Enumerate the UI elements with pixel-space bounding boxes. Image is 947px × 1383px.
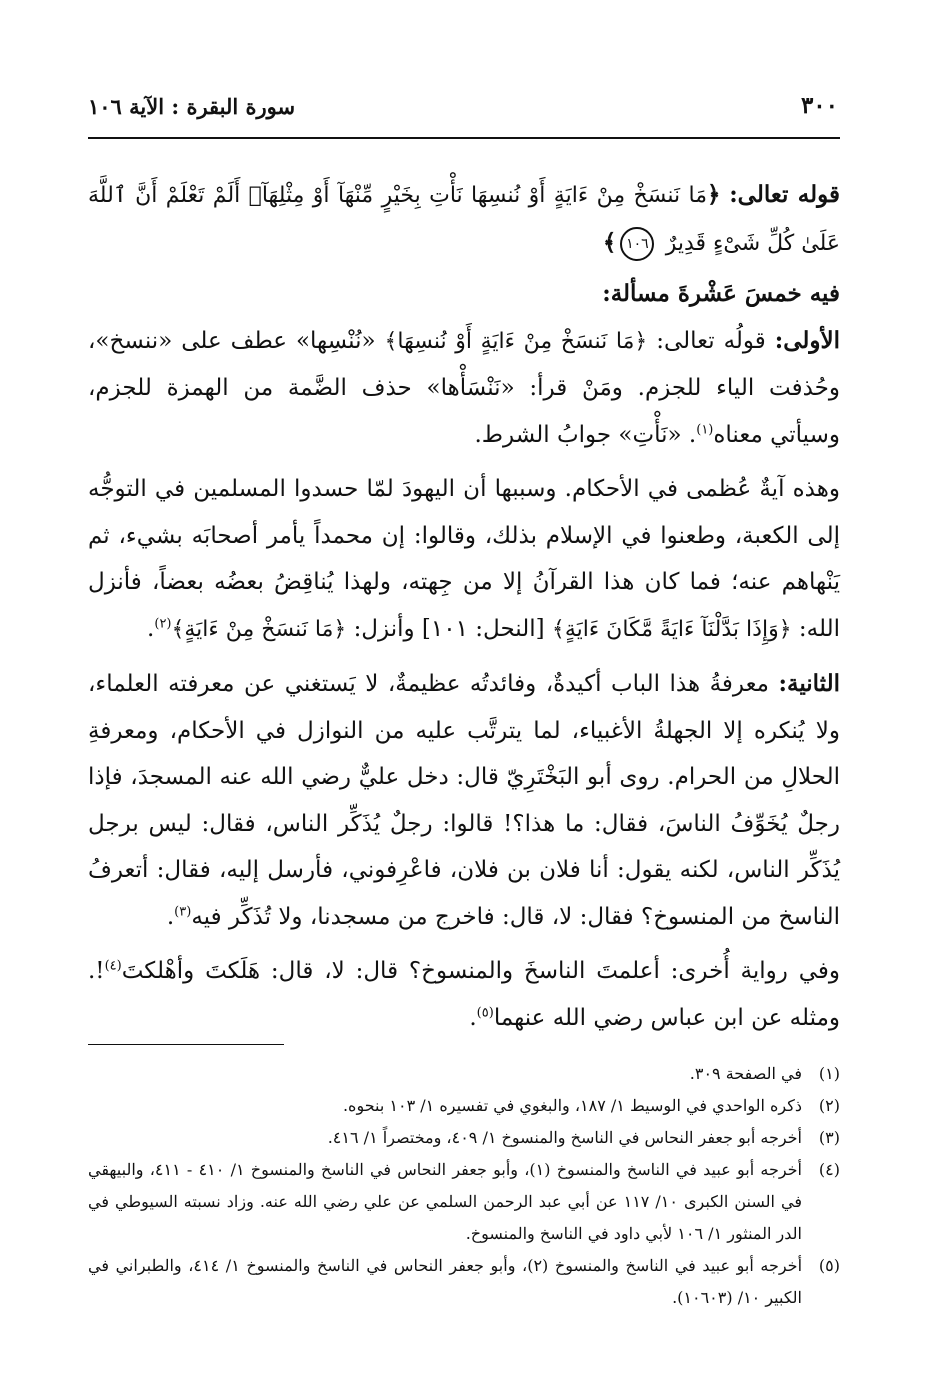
footnote-text: أخرجه أبو عبيد في الناسخ والمنسوخ (١)، وأبو جعفر النحاس في الناسخ والمنسوخ ١/ ٤١٠ - ٤١١، والبيهقي في السنن الكبرى ١٠/ ١١٧ عن أبي عبد الرحمن السلمي عن علي رضي الله عنه. وزاد نسبته السيوطي في الدر المنثور ١/ ١٠٦ لأبي داود في الناسخ والمنسوخ. <box>88 1160 803 1243</box>
quran-verse: مَا نَنسَخْ مِنْ ءَايَةٍ أَوْ نُنسِهَا نَأْتِ بِخَيْرٍ مِّنْهَآ أَوْ مِثْلِهَآۗ أَلَمْ تَعْلَمْ أَنَّ ٱللَّهَ عَلَىٰ كُلِّ شَىْءٍ قَدِيرٌ <box>88 183 840 256</box>
paragraph-first-issue <box>88 318 840 459</box>
quran-quote: ﴿وَإِذَا بَدَّلْنَآ ءَايَةً مَّكَانَ ءَايَةٍ﴾ <box>551 616 792 642</box>
footnote-text: أخرجه أبو جعفر النحاس في الناسخ والمنسوخ ١/ ٤٠٩، ومختصراً ١/ ٤١٦. <box>327 1128 802 1147</box>
quran-quote: ﴿مَا نَنسَخْ مِنْ ءَايَةٍ أَوْ نُنسِهَا﴾ <box>384 328 648 354</box>
page-number: ٣٠٠ <box>800 92 838 119</box>
paragraph-text: «نُنْسِها» عطف على «ننسخ»، وحُذفت الياء للجزم. ومَنْ قرأ: «نَنْسَأْها» حذف الضَّمة من الهمزة للجزم، وسيأتي معناه <box>88 327 840 448</box>
footnote-item <box>88 1122 840 1154</box>
footnote-item <box>88 1058 840 1090</box>
paragraph-text: . <box>469 1004 477 1031</box>
footnote-ref-4[interactable]: (٤) <box>104 958 122 974</box>
footnote-item <box>88 1090 840 1122</box>
paragraph-text: [النحل: ١٠١] وأنزل: <box>353 615 545 642</box>
footnote-number: (٥) <box>818 1256 840 1275</box>
footnote-number: (٢) <box>818 1096 840 1115</box>
paragraph-text: قولُه تعالى: <box>656 327 766 354</box>
running-title: سورة البقرة : الآية ١٠٦ <box>88 94 296 119</box>
ayah-number-medallion: ١٠٦ <box>620 227 654 261</box>
paragraph-second-issue <box>88 661 840 940</box>
verse-intro: قوله تعالى: <box>729 181 840 208</box>
paragraph-text: وهذه آيةٌ عُظمى في الأحكام. وسببها أن اليهودَ لمّا حسدوا المسلمين في التوجُّه إلى الكعبة، وطعنوا في الإسلام بذلك، وقالوا: إن محمداً يأمر أصحابَه بشيء، ثم يَنْهاهم عنه؛ فما كان هذا القرآنُ إلا من جِهته، ولهذا يُناقِضُ بعضُه بعضاً، فأنزل الله: <box>88 476 840 642</box>
header-rule <box>88 137 840 139</box>
footnote-text: ذكره الواحدي في الوسيط ١/ ١٨٧، والبغوي في تفسيره ١/ ١٠٣ بنحوه. <box>342 1096 802 1115</box>
paragraph-text: معرفةُ هذا الباب أكيدةٌ، وفائدتُه عظيمةٌ، لا يَستغني عن معرفته العلماء، ولا يُنكره إلا الجهلةُ الأغبياء، لما يترتَّب عليه من النوازل في الأحكام، ومعرفةِ الحلالِ من الحرام. روى أبو البَخْتَرِيّ قال: دخل عليٌّ رضي الله عنه المسجدَ، فإذا رجلٌ يُخَوِّفُ الناسَ، فقال: ما هذا؟! قالوا: رجلٌ يُذَكِّر الناس، فقال: ليس برجل يُذَكِّر الناس، لكنه يقول: أنا فلان بن فلان، فاعْرِفوني، فأرسل إليه، فقال: أتعرفُ الناسخ من المنسوخ؟ فقال: لا، قال: فاخرج من مسجدنا، ولا تُذَكِّر فيه <box>88 671 840 930</box>
main-text <box>88 172 840 1041</box>
section-heading: فيه خمسَ عَشْرةَ مسألة: <box>602 280 840 307</box>
paragraph-text: . <box>147 615 155 642</box>
footnote-ref-5[interactable]: (٥) <box>476 1004 494 1020</box>
ornate-bracket-open: ﴿ <box>706 182 721 208</box>
footnote-text: في الصفحة ٣٠٩. <box>689 1064 802 1083</box>
footnotes <box>88 1058 840 1314</box>
footnote-number: (٣) <box>818 1128 840 1147</box>
paragraph-text: . «نَأْتِ» جوابُ الشرط. <box>474 421 697 448</box>
paragraph-cause <box>88 466 840 653</box>
issue-label-first: الأولى: <box>774 326 841 354</box>
paragraph-text: !. ومثله عن ابن عباس رضي الله عنهما <box>88 958 840 1031</box>
page-header <box>88 92 838 132</box>
footnote-ref-3[interactable]: (٣) <box>174 903 192 919</box>
footnote-item <box>88 1250 840 1314</box>
quran-quote: ﴿مَا نَنسَخْ مِنْ ءَايَةٍ﴾ <box>171 616 347 642</box>
ornate-bracket-close: ﴾ <box>602 229 617 256</box>
footnote-item <box>88 1154 840 1250</box>
footnote-number: (٤) <box>818 1160 840 1179</box>
footnote-number: (١) <box>818 1064 840 1083</box>
footnote-text: أخرجه أبو عبيد في الناسخ والمنسوخ (٢)، وأبو جعفر النحاس في الناسخ والمنسوخ ١/ ٤١٤، والطبراني في الكبير ١٠/ (١٠٦٠٣). <box>88 1256 803 1307</box>
footnote-ref-1[interactable]: (١) <box>696 421 714 437</box>
paragraph-text: . <box>166 903 175 930</box>
verse-block <box>88 172 840 267</box>
paragraph-other-narration <box>88 948 840 1041</box>
paragraph-text: وفي رواية أُخرى: أعلمتَ الناسخَ والمنسوخ؟ قال: لا، قال: هَلَكتَ وأهْلكتَ <box>121 958 840 984</box>
footnote-separator <box>88 1044 284 1045</box>
footnote-ref-2[interactable]: (٢) <box>154 615 172 631</box>
issue-label-second: الثانية: <box>778 670 841 697</box>
